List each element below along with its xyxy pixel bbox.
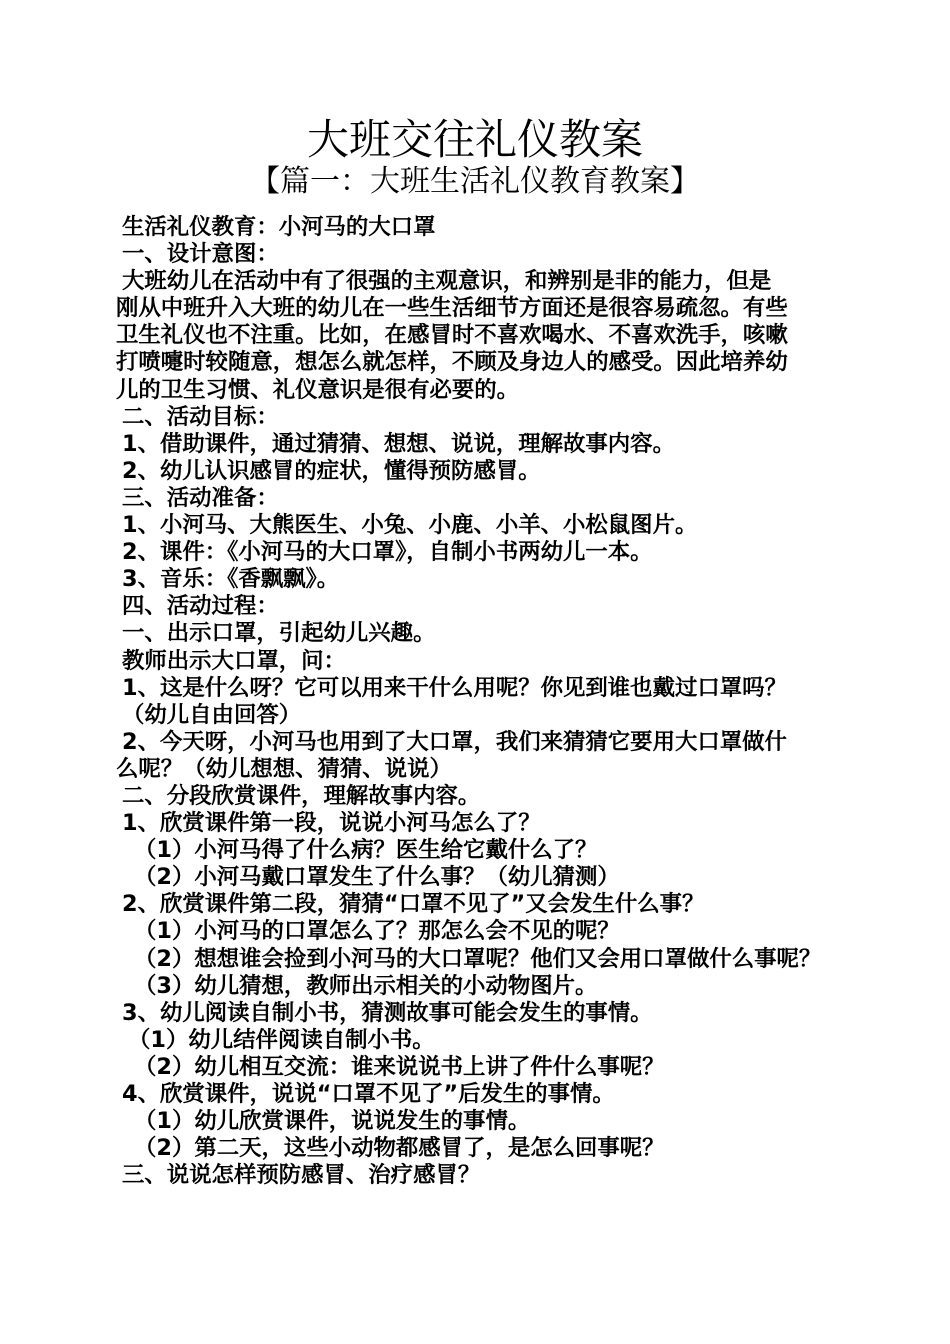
list-item: 2、课件：《小河马的大口罩》，自制小书两幼儿一本。: [122, 539, 653, 566]
section-heading: 一、出示口罩，引起幼儿兴趣。: [122, 620, 436, 647]
sub-list-item: （2）小河马戴口罩发生了什么事？（幼儿猜测）: [134, 864, 620, 891]
sub-list-item: （1）小河马的口罩怎么了？那怎么会不见的呢？: [134, 918, 620, 945]
list-item: 2、幼儿认识感冒的症状，懂得预防感冒。: [122, 457, 541, 484]
sub-list-item: （1）幼儿结伴阅读自制小书。: [128, 1026, 435, 1053]
section-heading: 生活礼仪教育：小河马的大口罩: [122, 214, 436, 240]
paragraph-line: 卫生礼仪也不注重。比如，在感冒时不喜欢喝水、不喜欢洗手，咳嗽: [116, 322, 788, 349]
list-item: 3、音乐：《香飘飘》。: [122, 566, 340, 593]
list-item: 2、欣赏课件第二段，猜猜“口罩不见了”又会发生什么事？: [122, 891, 705, 918]
paragraph-line: 儿的卫生习惯、礼仪意识是很有必要的。: [116, 376, 520, 403]
sub-list-item: （2）想想谁会捡到小河马的大口罩呢？他们又会用口罩做什么事呢？: [134, 945, 822, 972]
section-heading: 四、活动过程：: [122, 593, 279, 620]
section-heading: 一、设计意图：: [122, 241, 279, 268]
list-item: 么呢？（幼儿想想、猜猜、说说）: [116, 755, 452, 782]
paragraph-line: 刚从中班升入大班的幼儿在一些生活细节方面还是很容易疏忽。有些: [116, 295, 788, 322]
list-item: 1、借助课件，通过猜猜、想想、说说，理解故事内容。: [122, 430, 675, 457]
list-item: 1、小河马、大熊医生、小兔、小鹿、小羊、小松鼠图片。: [122, 512, 698, 539]
list-item: 4、欣赏课件，说说“口罩不见了”后发生的事情。: [122, 1081, 615, 1107]
section-heading: 二、活动目标：: [122, 403, 279, 430]
section-heading: 二、分段欣赏课件，理解故事内容。: [122, 782, 481, 809]
sub-list-item: （1）小河马得了什么病？医生给它戴什么了？: [134, 837, 598, 864]
list-item: 3、幼儿阅读自制小书，猜测故事可能会发生的事情。: [122, 999, 653, 1026]
sub-list-item: （3）幼儿猜想，教师出示相关的小动物图片。: [134, 972, 598, 999]
paragraph-line: 教师出示大口罩，问：: [122, 647, 346, 674]
document-title: 大班交往礼仪教案: [306, 115, 643, 164]
list-item: （幼儿自由回答）: [122, 701, 302, 728]
document-body: [116, 214, 846, 1189]
section-heading: 三、活动准备：: [122, 484, 279, 511]
paragraph-line: 大班幼儿在活动中有了很强的主观意识，和辨别是非的能力，但是: [122, 268, 772, 295]
sub-list-item: （2）第二天，这些小动物都感冒了，是怎么回事呢？: [134, 1135, 665, 1162]
list-item: 1、这是什么呀？它可以用来干什么用呢？你见到谁也戴过口罩吗？: [122, 674, 787, 701]
list-item: 2、今天呀，小河马也用到了大口罩，我们来猜猜它要用大口罩做什: [122, 728, 787, 755]
document-subtitle: 【篇一：大班生活礼仪教育教案】: [250, 164, 700, 199]
sub-list-item: （2）幼儿相互交流：谁来说说书上讲了件什么事呢？: [134, 1053, 665, 1080]
section-heading: 三、说说怎样预防感冒、治疗感冒？: [122, 1162, 481, 1189]
sub-list-item: （1）幼儿欣赏课件，说说发生的事情。: [134, 1108, 531, 1135]
paragraph-line: 打喷嚏时较随意，想怎么就怎样，不顾及身边人的感受。因此培养幼: [116, 349, 788, 376]
list-item: 1、欣赏课件第一段，说说小河马怎么了？: [122, 810, 541, 837]
